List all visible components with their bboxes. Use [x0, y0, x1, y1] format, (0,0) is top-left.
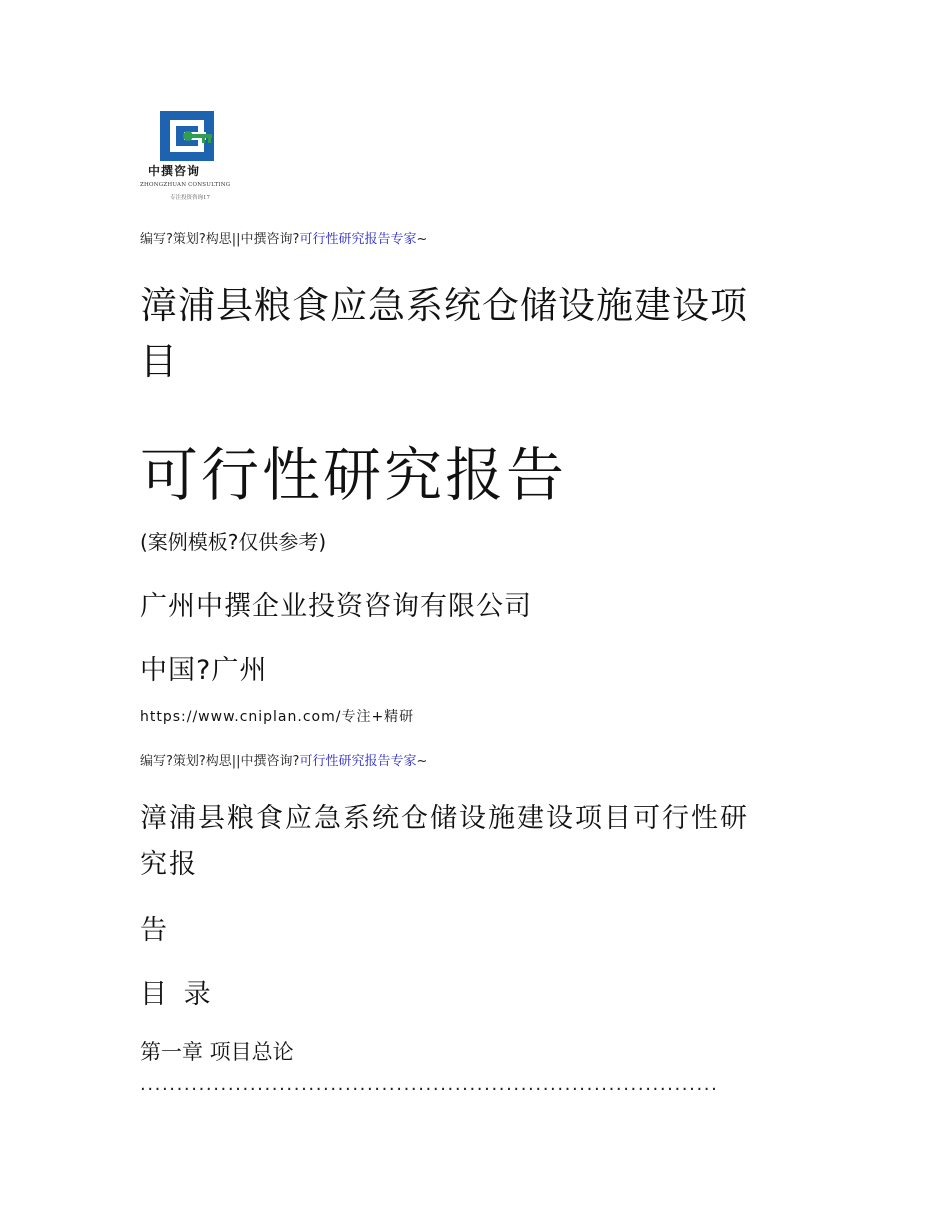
website-url[interactable]: https://www.cniplan.com/专注+精研 — [140, 709, 415, 725]
company-logo — [140, 108, 235, 208]
header-highlight-link[interactable]: 可行性研究报告专家 — [299, 232, 417, 247]
body-title — [140, 796, 749, 888]
body-title-line1: 漳浦县粮食应急系统仓储设施建设项目可行性研 — [140, 803, 749, 834]
report-type-title: 可行性研究报告 — [140, 441, 568, 509]
body-title-line2: 究报 — [140, 849, 198, 880]
header2-prefix: 编写?策划?构思||中撰咨询? — [140, 754, 300, 769]
logo-name-cn: 中撰咨询 — [148, 164, 201, 178]
logo-tagline: 专注投资咨询17 — [170, 195, 210, 201]
cover-title-line1: 漳浦县粮食应急系统仓储设施建设项 — [140, 284, 748, 327]
cover-subtitle: (案例模板?仅供参考) — [140, 530, 327, 554]
company-location: 中国?广州 — [140, 655, 268, 686]
header2-suffix: ~ — [416, 754, 428, 769]
company-name: 广州中撰企业投资咨询有限公司 — [140, 591, 532, 622]
toc-item-chapter1[interactable]: 第一章 项目总论 — [140, 1040, 294, 1064]
cover-title — [140, 278, 748, 390]
header-suffix: ~ — [416, 232, 428, 247]
header2-highlight-link[interactable]: 可行性研究报告专家 — [299, 754, 417, 769]
cover-title-line2: 目 — [140, 340, 178, 383]
toc-heading: 目 录 — [140, 979, 215, 1010]
logo-mark-icon — [140, 108, 235, 164]
header-prefix: 编写?策划?构思||中撰咨询? — [140, 232, 300, 247]
body-title-line3: 告 — [140, 915, 167, 946]
header-line-repeat — [140, 750, 427, 769]
logo-name-en: ZHONGZHUAN CONSULTING — [140, 182, 231, 188]
toc-leader-dots: ............................................................................... — [140, 1074, 719, 1095]
header-line — [140, 228, 427, 247]
